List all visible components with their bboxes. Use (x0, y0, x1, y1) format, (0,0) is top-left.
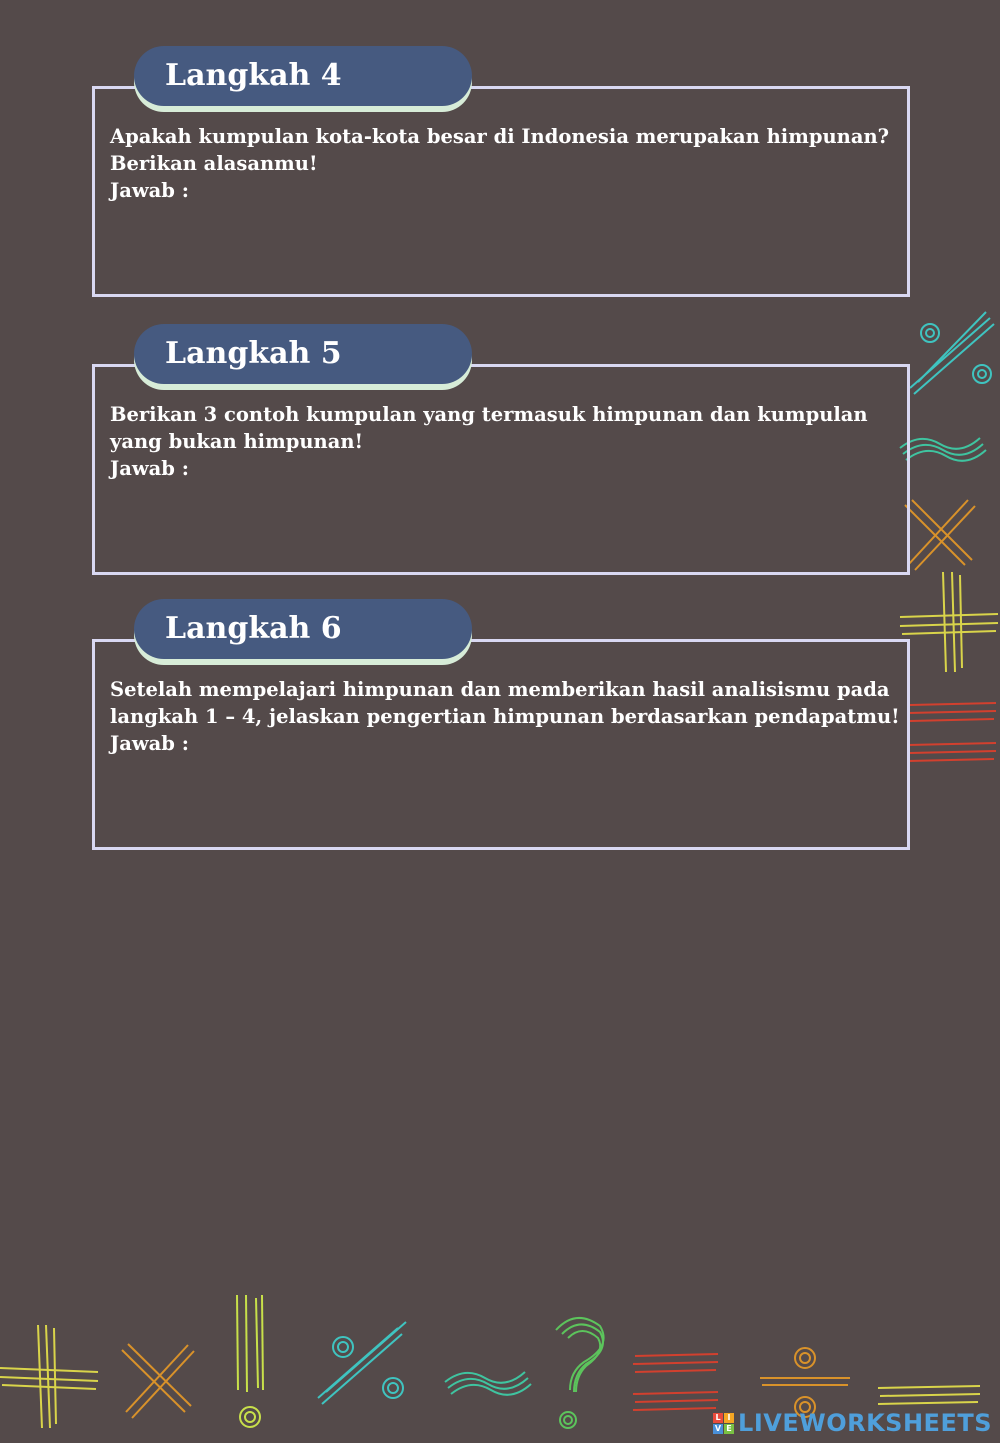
approx-icon (445, 1372, 531, 1395)
percent-icon (318, 1322, 406, 1404)
minus-icon (878, 1386, 980, 1404)
brand-logo-icon: L I V E (713, 1413, 734, 1434)
step-title: Langkah 5 (134, 324, 472, 384)
step-card-4 (92, 44, 916, 299)
equals-icon (908, 703, 996, 761)
step-card-6 (92, 597, 916, 852)
step-title: Langkah 6 (134, 599, 472, 659)
divide-icon (760, 1348, 850, 1417)
exclamation-icon (237, 1295, 263, 1427)
question-icon (556, 1318, 604, 1428)
step-card-5 (92, 322, 916, 577)
equals-icon (633, 1354, 718, 1410)
plus-icon (0, 1325, 98, 1428)
brand-name: LIVEWORKSHEETS (738, 1409, 992, 1437)
percent-icon (910, 312, 994, 394)
question-box (92, 639, 910, 850)
answer-label: Jawab : (110, 732, 189, 755)
answer-label: Jawab : (110, 457, 189, 480)
question-box (92, 364, 910, 575)
step-title: Langkah 4 (134, 46, 472, 106)
brand-watermark (713, 1409, 992, 1437)
answer-label: Jawab : (110, 179, 189, 202)
question-text: Setelah mempelajari himpunan dan memberikan hasil analisismu pada langkah 1 – 4, jelaskan pengertian himpunan berdasarkan pendapatmu! (110, 678, 900, 728)
times-icon (122, 1344, 194, 1418)
question-box (92, 86, 910, 297)
question-text: Apakah kumpulan kota-kota besar di Indonesia merupakan himpunan? Berikan alasanmu! (110, 125, 890, 175)
question-text: Berikan 3 contoh kumpulan yang termasuk himpunan dan kumpulan yang bukan himpunan! (110, 403, 868, 453)
